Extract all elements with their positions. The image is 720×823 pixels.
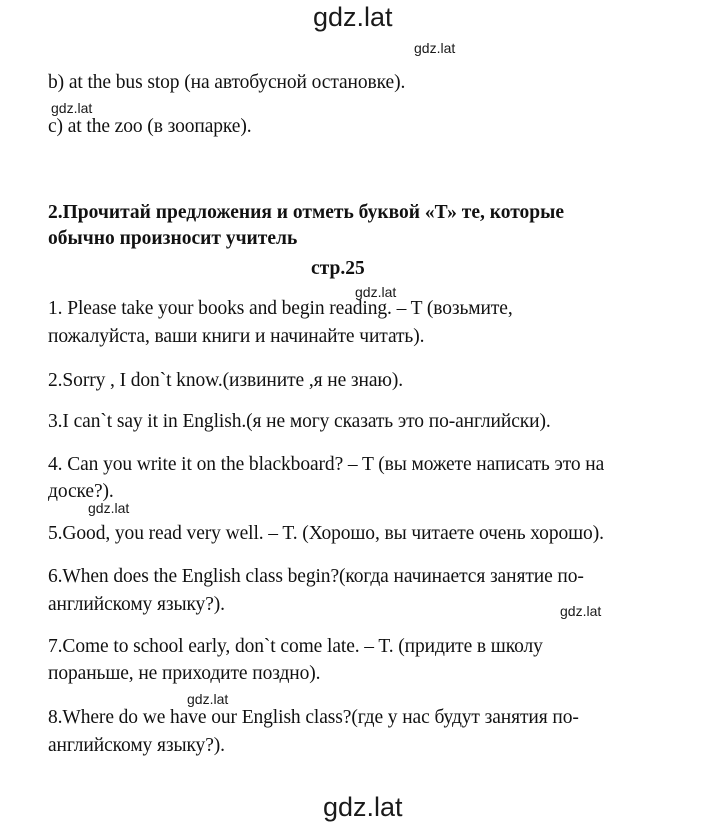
answer-c: c) at the zoo (в зоопарке). (48, 116, 252, 137)
watermark: gdz.lat (88, 500, 130, 516)
watermark: gdz.lat (51, 100, 93, 116)
item-2: 2.Sorry , I don`t know.(извините ,я не знаю). (48, 370, 404, 391)
watermark: gdz.lat (187, 691, 229, 707)
item-1-line2: пожалуйста, ваши книги и начинайте читать). (48, 326, 425, 347)
item-4-line1: 4. Can you write it on the blackboard? – T (вы можете написать это на (48, 454, 605, 475)
item-5: 5.Good, you read very well. – T. (Хорошо, вы читаете очень хорошо). (48, 523, 604, 544)
item-1-line1: 1. Please take your books and begin reading. – T (возьмите, (48, 298, 513, 319)
watermark-top: gdz.lat (313, 2, 393, 32)
task-title-line2: обычно произносит учитель (48, 228, 298, 249)
item-6-line1: 6.When does the English class begin?(когда начинается занятие по- (48, 566, 584, 587)
watermark: gdz.lat (414, 40, 456, 56)
watermark: gdz.lat (560, 603, 602, 619)
item-7-line1: 7.Come to school early, don`t come late. – T. (придите в школу (48, 636, 543, 657)
item-4-line2: доске?). (48, 481, 114, 502)
page-number: стр.25 (311, 258, 365, 279)
task-title-line1: 2.Прочитай предложения и отметь буквой «Т» те, которые (48, 202, 565, 223)
item-8-line2: английскому языку?). (48, 735, 225, 756)
item-8-line1: 8.Where do we have our English class?(где у нас будут занятия по- (48, 707, 579, 728)
item-6-line2: английскому языку?). (48, 594, 225, 615)
watermark-bottom: gdz.lat (323, 792, 403, 822)
item-3: 3.I can`t say it in English.(я не могу сказать это по-английски). (48, 411, 551, 432)
item-7-line2: пораньше, не приходите поздно). (48, 663, 321, 684)
answer-b: b) at the bus stop (на автобусной остановке). (48, 72, 406, 93)
watermark: gdz.lat (355, 284, 397, 300)
